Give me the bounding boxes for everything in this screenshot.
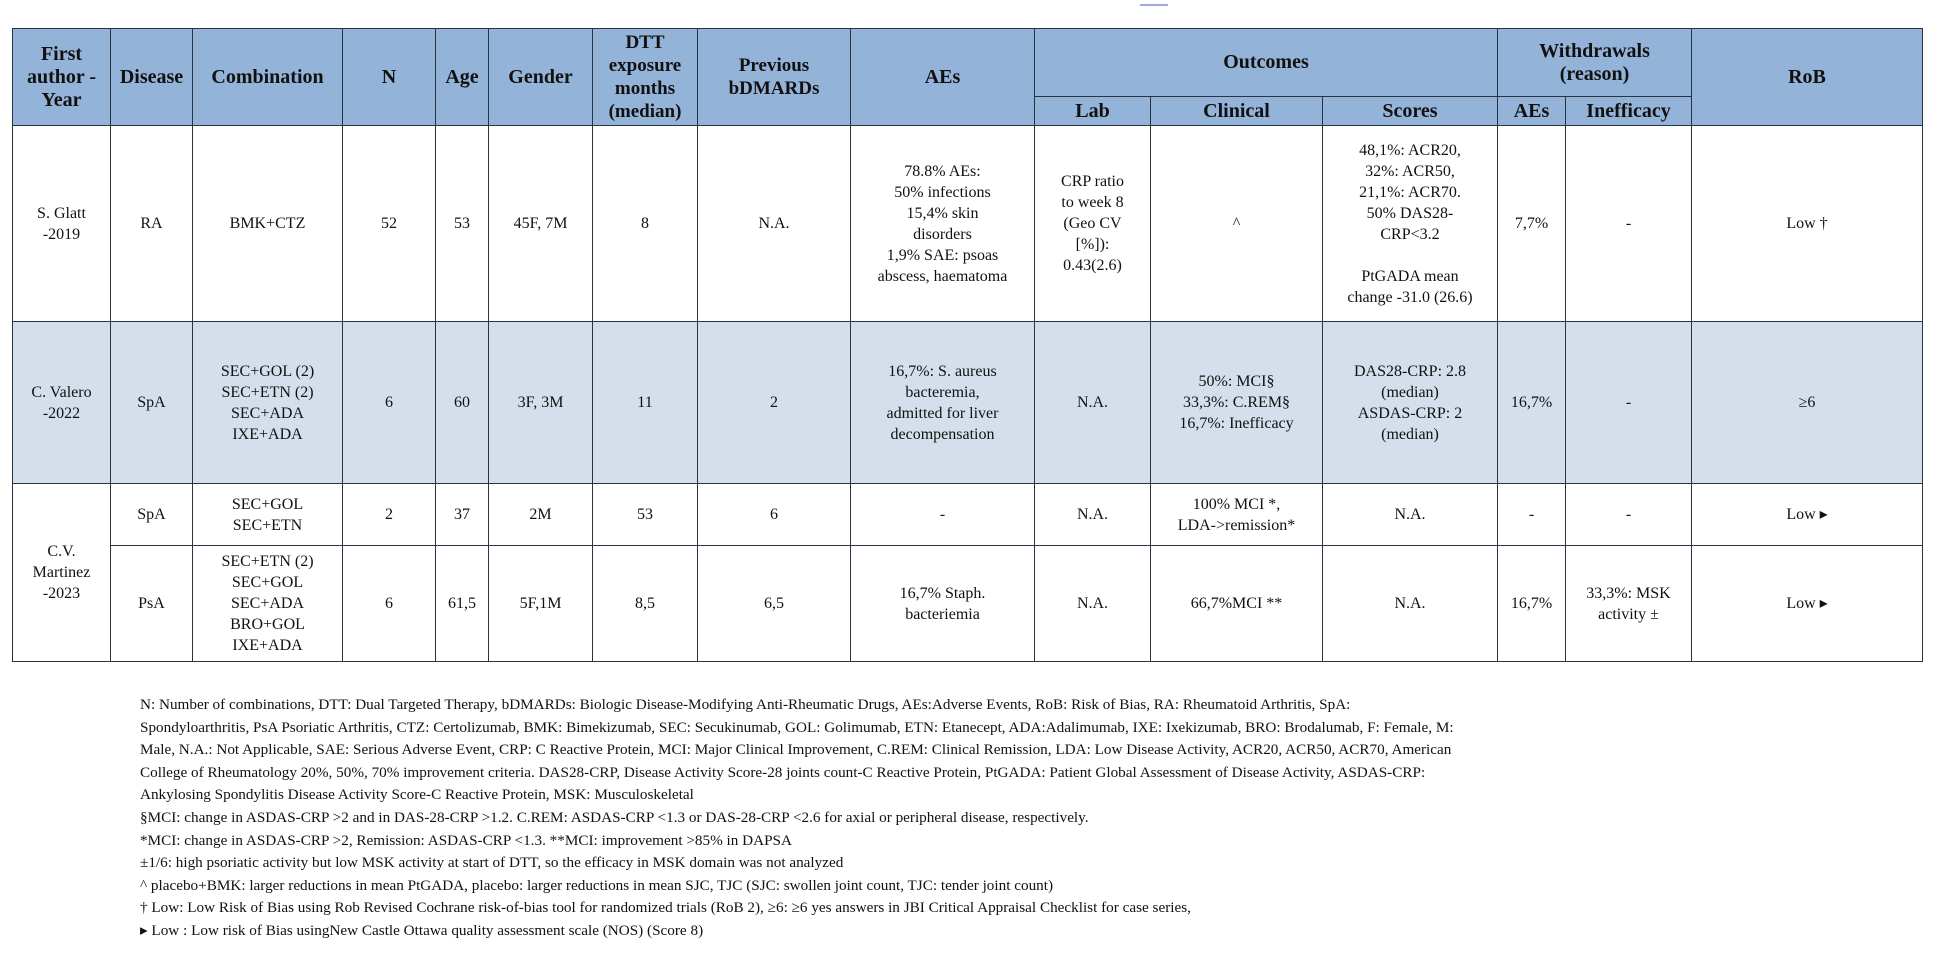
cell-author: C. Valero -2022 <box>13 322 111 484</box>
header-withdrawals: Withdrawals (reason) <box>1498 29 1692 97</box>
footnote-line: † Low: Low Risk of Bias using Rob Revised Cochrane risk-of-bias tool for randomized trials (RoB 2), ≥6: ≥6 yes answers in JBI Critical Appraisal Checklist for case series, <box>140 899 1191 917</box>
cell-combination: SEC+GOL (2) SEC+ETN (2) SEC+ADA IXE+ADA <box>193 322 343 484</box>
top-edge-mark <box>1140 0 1168 6</box>
cell-disease: PsA <box>111 546 193 662</box>
cell-aes: - <box>851 484 1035 546</box>
cell-dtt: 8 <box>593 126 698 322</box>
cell-previous: 6,5 <box>698 546 851 662</box>
cell-clinical: 50%: MCI§ 33,3%: C.REM§ 16,7%: Inefficacy <box>1151 322 1323 484</box>
cell-combination: BMK+CTZ <box>193 126 343 322</box>
table-row <box>13 546 1923 662</box>
cell-withdrawal-inefficacy: - <box>1566 126 1692 322</box>
footnote-line: ±1/6: high psoriatic activity but low MSK activity at start of DTT, so the efficacy in MSK domain was not analyzed <box>140 854 844 872</box>
footnote-line: *MCI: change in ASDAS-CRP >2, Remission: ASDAS-CRP <1.3. **MCI: improvement >85% in DAPSA <box>140 831 792 849</box>
cell-disease: SpA <box>111 484 193 546</box>
table-row <box>13 322 1923 484</box>
cell-clinical: 100% MCI *, LDA->remission* <box>1151 484 1323 546</box>
table-row <box>13 484 1923 546</box>
footnote-line: Spondyloarthritis, PsA Psoriatic Arthritis, CTZ: Certolizumab, BMK: Bimekizumab, SEC: Secukinumab, GOL: Golimumab, ETN: Etanecept, ADA:Adalimumab, IXE: Ixekizumab, BRO: Brodalumab, F: Female, M: <box>140 718 1454 736</box>
footnote-line: ^ placebo+BMK: larger reductions in mean PtGADA, placebo: larger reductions in mean SJC, TJC (SJC: swollen joint count, TJC: tender joint count) <box>140 876 1054 894</box>
cell-gender: 45F, 7M <box>489 126 593 322</box>
cell-gender: 5F,1M <box>489 546 593 662</box>
header-combination: Combination <box>193 29 343 126</box>
cell-n: 2 <box>343 484 436 546</box>
cell-withdrawal-aes: 16,7% <box>1498 322 1566 484</box>
cell-n: 52 <box>343 126 436 322</box>
cell-previous: N.A. <box>698 126 851 322</box>
header-withdrawal-inefficacy: Inefficacy <box>1566 97 1692 126</box>
cell-combination: SEC+ETN (2) SEC+GOL SEC+ADA BRO+GOL IXE+ADA <box>193 546 343 662</box>
cell-lab: N.A. <box>1035 322 1151 484</box>
header-disease: Disease <box>111 29 193 126</box>
cell-lab: CRP ratio to week 8 (Geo CV [%]): 0.43(2.6) <box>1035 126 1151 322</box>
cell-author: S. Glatt -2019 <box>13 126 111 322</box>
cell-rob: Low ▸ <box>1692 546 1923 662</box>
header-clinical: Clinical <box>1151 97 1323 126</box>
footnote-line: N: Number of combinations, DTT: Dual Targeted Therapy, bDMARDs: Biologic Disease-Modifying Anti-Rheumatic Drugs, AEs:Adverse Events, RoB: Risk of Bias, RA: Rheumatoid Arthritis, SpA: <box>140 696 1351 713</box>
cell-withdrawal-inefficacy: - <box>1566 322 1692 484</box>
cell-withdrawal-aes: 16,7% <box>1498 546 1566 662</box>
cell-lab: N.A. <box>1035 546 1151 662</box>
footnotes <box>140 694 1920 943</box>
cell-scores: DAS28-CRP: 2.8 (median) ASDAS-CRP: 2 (median) <box>1323 322 1498 484</box>
cell-clinical: ^ <box>1151 126 1323 322</box>
cell-previous: 2 <box>698 322 851 484</box>
footnote-line: College of Rheumatology 20%, 50%, 70% improvement criteria. DAS28-CRP, Disease Activity Score-28 joints count-C Reactive Protein, PtGADA: Patient Global Assessment of Disease Activity, ASDAS-CRP: <box>140 763 1426 781</box>
cell-age: 61,5 <box>436 546 489 662</box>
header-first-author-year: First author -Year <box>13 29 111 126</box>
cell-rob: Low ▸ <box>1692 484 1923 546</box>
header-lab: Lab <box>1035 97 1151 126</box>
cell-clinical: 66,7%MCI ** <box>1151 546 1323 662</box>
footnote-line: §MCI: change in ASDAS-CRP >2 and in DAS-28-CRP >1.2. C.REM: ASDAS-CRP <1.3 or DAS-28-CRP <2.6 for axial or peripheral disease, respectively. <box>140 808 1089 826</box>
cell-n: 6 <box>343 322 436 484</box>
cell-dtt: 53 <box>593 484 698 546</box>
cell-dtt: 8,5 <box>593 546 698 662</box>
header-gender: Gender <box>489 29 593 126</box>
cell-withdrawal-inefficacy: - <box>1566 484 1692 546</box>
table-row <box>13 126 1923 322</box>
cell-withdrawal-inefficacy: 33,3%: MSK activity ± <box>1566 546 1692 662</box>
cell-gender: 3F, 3M <box>489 322 593 484</box>
header-rob: RoB <box>1692 29 1923 126</box>
cell-n: 6 <box>343 546 436 662</box>
header-dtt-exposure: DTT exposure months (median) <box>593 29 698 126</box>
cell-author: C.V. Martinez -2023 <box>13 484 111 662</box>
cell-rob: Low † <box>1692 126 1923 322</box>
cell-disease: SpA <box>111 322 193 484</box>
footnote-line: Ankylosing Spondylitis Disease Activity Score-C Reactive Protein, MSK: Musculoskeletal <box>140 786 694 804</box>
cell-disease: RA <box>111 126 193 322</box>
header-outcomes: Outcomes <box>1035 29 1498 97</box>
header-age: Age <box>436 29 489 126</box>
dual-targeted-therapy-table <box>12 28 1923 662</box>
cell-lab: N.A. <box>1035 484 1151 546</box>
cell-aes: 16,7%: S. aureus bacteremia, admitted for liver decompensation <box>851 322 1035 484</box>
header-previous-bdmards: Previous bDMARDs <box>698 29 851 126</box>
cell-age: 60 <box>436 322 489 484</box>
header-aes: AEs <box>851 29 1035 126</box>
cell-rob: ≥6 <box>1692 322 1923 484</box>
cell-scores: N.A. <box>1323 484 1498 546</box>
cell-withdrawal-aes: - <box>1498 484 1566 546</box>
cell-aes: 78.8% AEs: 50% infections 15,4% skin disorders 1,9% SAE: psoas abscess, haematoma <box>851 126 1035 322</box>
cell-aes: 16,7% Staph. bacteriemia <box>851 546 1035 662</box>
header-withdrawal-aes: AEs <box>1498 97 1566 126</box>
cell-combination: SEC+GOL SEC+ETN <box>193 484 343 546</box>
cell-previous: 6 <box>698 484 851 546</box>
header-scores: Scores <box>1323 97 1498 126</box>
cell-scores: 48,1%: ACR20, 32%: ACR50, 21,1%: ACR70. 50% DAS28- CRP<3.2 PtGADA mean change -31.0 (26.6) <box>1323 126 1498 322</box>
cell-withdrawal-aes: 7,7% <box>1498 126 1566 322</box>
cell-scores: N.A. <box>1323 546 1498 662</box>
cell-gender: 2M <box>489 484 593 546</box>
footnote-line: ▸ Low : Low risk of Bias usingNew Castle Ottawa quality assessment scale (NOS) (Score 8) <box>140 921 704 939</box>
cell-dtt: 11 <box>593 322 698 484</box>
cell-age: 53 <box>436 126 489 322</box>
cell-age: 37 <box>436 484 489 546</box>
header-n: N <box>343 29 436 126</box>
footnote-line: Male, N.A.: Not Applicable, SAE: Serious Adverse Event, CRP: C Reactive Protein, MCI: Major Clinical Improvement, C.REM: Clinical Remission, LDA: Low Disease Activity, ACR20, ACR50, ACR70, American <box>140 741 1452 759</box>
